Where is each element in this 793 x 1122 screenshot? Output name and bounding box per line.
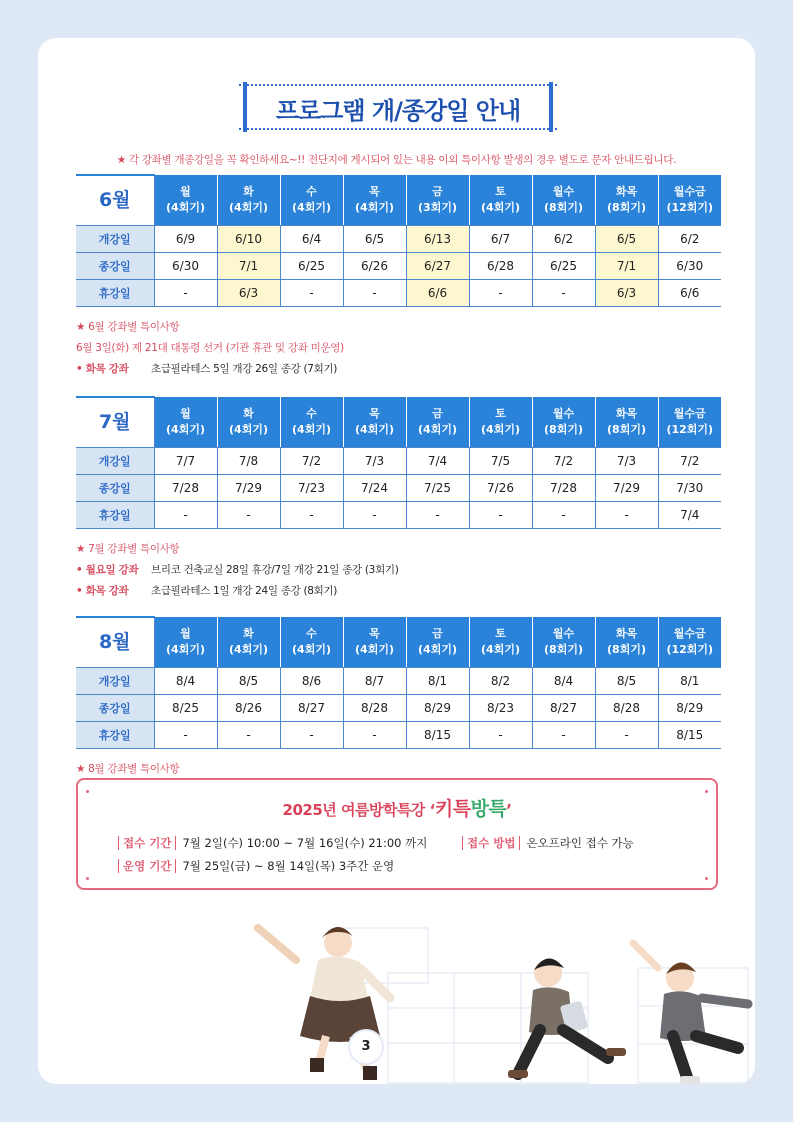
row-label: 종강일 xyxy=(76,252,154,279)
registration-method: 접수 방법 온오프라인 접수 가능 xyxy=(462,835,634,851)
date-cell: 8/5 xyxy=(217,667,280,694)
date-cell: 6/25 xyxy=(532,252,595,279)
date-cell: - xyxy=(280,501,343,528)
date-cell: 8/6 xyxy=(280,667,343,694)
date-cell: - xyxy=(532,279,595,306)
column-header: 월 (4회기) xyxy=(154,175,217,225)
notes-item: • 화목 강좌 초급필라테스 5일 개강 26일 종강 (7회기) xyxy=(76,362,338,375)
date-cell: - xyxy=(469,501,532,528)
schedule-table xyxy=(76,174,721,307)
table-row xyxy=(76,225,721,252)
date-cell: 6/28 xyxy=(469,252,532,279)
column-header: 수 (4회기) xyxy=(280,397,343,447)
date-cell: 6/27 xyxy=(406,252,469,279)
date-cell: 6/6 xyxy=(658,279,721,306)
date-cell: 7/4 xyxy=(406,447,469,474)
month-section xyxy=(76,174,718,380)
date-cell: 8/27 xyxy=(280,694,343,721)
table-row xyxy=(76,474,721,501)
date-cell: - xyxy=(406,501,469,528)
month-section xyxy=(76,396,718,602)
promo-title: 2025년 여름방학특강 ‘키특방특’ xyxy=(282,798,512,820)
column-header: 화 (4회기) xyxy=(217,617,280,667)
column-header: 토 (4회기) xyxy=(469,175,532,225)
page-title-frame xyxy=(243,82,553,132)
row-label: 종강일 xyxy=(76,694,154,721)
date-cell: 7/26 xyxy=(469,474,532,501)
date-cell: 7/2 xyxy=(532,447,595,474)
column-header: 금 (3회기) xyxy=(406,175,469,225)
schedule-table xyxy=(76,616,721,749)
date-cell: 8/23 xyxy=(469,694,532,721)
date-cell: 8/25 xyxy=(154,694,217,721)
column-header: 목 (4회기) xyxy=(343,175,406,225)
date-cell: 8/1 xyxy=(406,667,469,694)
column-header: 수 (4회기) xyxy=(280,617,343,667)
column-header: 월수금 (12회기) xyxy=(658,617,721,667)
column-header: 화목 (8회기) xyxy=(595,175,658,225)
column-header: 토 (4회기) xyxy=(469,617,532,667)
month-notes xyxy=(76,759,718,780)
column-header: 월 (4회기) xyxy=(154,617,217,667)
column-header: 화 (4회기) xyxy=(217,175,280,225)
date-cell: 7/3 xyxy=(343,447,406,474)
date-cell: - xyxy=(595,501,658,528)
date-cell: - xyxy=(532,721,595,748)
date-cell: 6/5 xyxy=(343,225,406,252)
date-cell: - xyxy=(343,721,406,748)
column-header: 토 (4회기) xyxy=(469,397,532,447)
date-cell: - xyxy=(595,721,658,748)
schedule-table xyxy=(76,396,721,529)
date-cell: 8/29 xyxy=(406,694,469,721)
column-header: 월수 (8회기) xyxy=(532,175,595,225)
boy-figure-1 xyxy=(508,958,626,1078)
month-label: 8월 xyxy=(76,617,154,667)
date-cell: - xyxy=(532,501,595,528)
date-cell: 6/13 xyxy=(406,225,469,252)
date-cell: 6/3 xyxy=(595,279,658,306)
date-cell: 7/2 xyxy=(658,447,721,474)
date-cell: - xyxy=(154,721,217,748)
date-cell: - xyxy=(469,721,532,748)
date-cell: 7/1 xyxy=(595,252,658,279)
page-sheet xyxy=(38,38,755,1084)
operation-period: 운영 기간 7월 25일(금) ~ 8월 14일(목) 3주간 운영 xyxy=(118,858,394,874)
date-cell: 8/27 xyxy=(532,694,595,721)
column-header: 금 (4회기) xyxy=(406,617,469,667)
date-cell: 7/24 xyxy=(343,474,406,501)
column-header: 수 (4회기) xyxy=(280,175,343,225)
date-cell: 8/15 xyxy=(658,721,721,748)
date-cell: 7/23 xyxy=(280,474,343,501)
date-cell: 6/6 xyxy=(406,279,469,306)
row-label: 개강일 xyxy=(76,447,154,474)
table-row xyxy=(76,279,721,306)
notes-heading: ★ 8월 강좌별 특이사항 xyxy=(76,762,180,775)
date-cell: 7/29 xyxy=(595,474,658,501)
registration-period: 접수 기간 7월 2일(수) 10:00 ~ 7월 16일(수) 21:00 까지 xyxy=(118,835,427,851)
row-label: 종강일 xyxy=(76,474,154,501)
notes-item: • 월요일 강좌 브리코 건축교실 28일 휴강/7일 개강 21일 종강 (3회기) xyxy=(76,563,399,576)
date-cell: 7/7 xyxy=(154,447,217,474)
date-cell: 8/2 xyxy=(469,667,532,694)
column-header: 월수 (8회기) xyxy=(532,617,595,667)
date-cell: 6/5 xyxy=(595,225,658,252)
date-cell: 7/1 xyxy=(217,252,280,279)
notes-heading: ★ 6월 강좌별 특이사항 xyxy=(76,320,180,333)
date-cell: 8/7 xyxy=(343,667,406,694)
column-header: 월수금 (12회기) xyxy=(658,175,721,225)
date-cell: 7/29 xyxy=(217,474,280,501)
month-section xyxy=(76,616,718,780)
date-cell: 7/28 xyxy=(154,474,217,501)
date-cell: 8/1 xyxy=(658,667,721,694)
students-illustration xyxy=(218,898,755,1084)
table-row xyxy=(76,447,721,474)
date-cell: 6/30 xyxy=(154,252,217,279)
date-cell: 8/26 xyxy=(217,694,280,721)
row-label: 휴강일 xyxy=(76,501,154,528)
date-cell: 8/29 xyxy=(658,694,721,721)
column-header: 목 (4회기) xyxy=(343,397,406,447)
row-label: 개강일 xyxy=(76,667,154,694)
month-notes xyxy=(76,317,718,380)
date-cell: 8/28 xyxy=(595,694,658,721)
notes-text: 6월 3일(화) 제 21대 대통령 선거 (기관 휴관 및 강좌 미운영) xyxy=(76,341,344,354)
column-header: 목 (4회기) xyxy=(343,617,406,667)
date-cell: 7/28 xyxy=(532,474,595,501)
table-row xyxy=(76,694,721,721)
date-cell: 8/4 xyxy=(154,667,217,694)
date-cell: 8/15 xyxy=(406,721,469,748)
month-label: 7월 xyxy=(76,397,154,447)
date-cell: 6/3 xyxy=(217,279,280,306)
column-header: 월수금 (12회기) xyxy=(658,397,721,447)
date-cell: 6/26 xyxy=(343,252,406,279)
column-header: 월수 (8회기) xyxy=(532,397,595,447)
date-cell: 7/2 xyxy=(280,447,343,474)
table-row xyxy=(76,721,721,748)
date-cell: - xyxy=(217,721,280,748)
month-notes xyxy=(76,539,718,602)
row-label: 개강일 xyxy=(76,225,154,252)
date-cell: 7/8 xyxy=(217,447,280,474)
date-cell: 6/2 xyxy=(532,225,595,252)
date-cell: 8/5 xyxy=(595,667,658,694)
date-cell: 6/7 xyxy=(469,225,532,252)
date-cell: 7/3 xyxy=(595,447,658,474)
column-header: 화목 (8회기) xyxy=(595,617,658,667)
date-cell: 6/9 xyxy=(154,225,217,252)
date-cell: 6/10 xyxy=(217,225,280,252)
page-number: 3 xyxy=(350,1031,382,1063)
column-header: 금 (4회기) xyxy=(406,397,469,447)
date-cell: - xyxy=(154,501,217,528)
date-cell: - xyxy=(280,721,343,748)
column-header: 화 (4회기) xyxy=(217,397,280,447)
promo-box xyxy=(76,778,718,890)
notice-text: ★ 각 강좌별 개종강일을 꼭 확인하세요~!! 전단지에 게시되어 있는 내용 이외 특이사항 발생의 경우 별도로 문자 안내드립니다. xyxy=(116,154,677,166)
date-cell: 6/25 xyxy=(280,252,343,279)
table-row xyxy=(76,667,721,694)
date-cell: - xyxy=(217,501,280,528)
date-cell: - xyxy=(280,279,343,306)
date-cell: - xyxy=(469,279,532,306)
date-cell: 7/4 xyxy=(658,501,721,528)
date-cell: 6/30 xyxy=(658,252,721,279)
page-title: 프로그램 개/종강일 안내 xyxy=(275,97,521,125)
date-cell: 8/28 xyxy=(343,694,406,721)
column-header: 월 (4회기) xyxy=(154,397,217,447)
row-label: 휴강일 xyxy=(76,279,154,306)
date-cell: 7/5 xyxy=(469,447,532,474)
date-cell: - xyxy=(343,501,406,528)
table-row xyxy=(76,252,721,279)
date-cell: 6/4 xyxy=(280,225,343,252)
column-header: 화목 (8회기) xyxy=(595,397,658,447)
date-cell: 6/2 xyxy=(658,225,721,252)
date-cell: - xyxy=(343,279,406,306)
date-cell: 8/4 xyxy=(532,667,595,694)
date-cell: 7/30 xyxy=(658,474,721,501)
row-label: 휴강일 xyxy=(76,721,154,748)
date-cell: - xyxy=(154,279,217,306)
month-label: 6월 xyxy=(76,175,154,225)
notes-item: • 화목 강좌 초급필라테스 1일 개강 24일 종강 (8회기) xyxy=(76,584,338,597)
boy-figure-2 xyxy=(633,943,748,1084)
notes-heading: ★ 7월 강좌별 특이사항 xyxy=(76,542,180,555)
date-cell: 7/25 xyxy=(406,474,469,501)
table-row xyxy=(76,501,721,528)
